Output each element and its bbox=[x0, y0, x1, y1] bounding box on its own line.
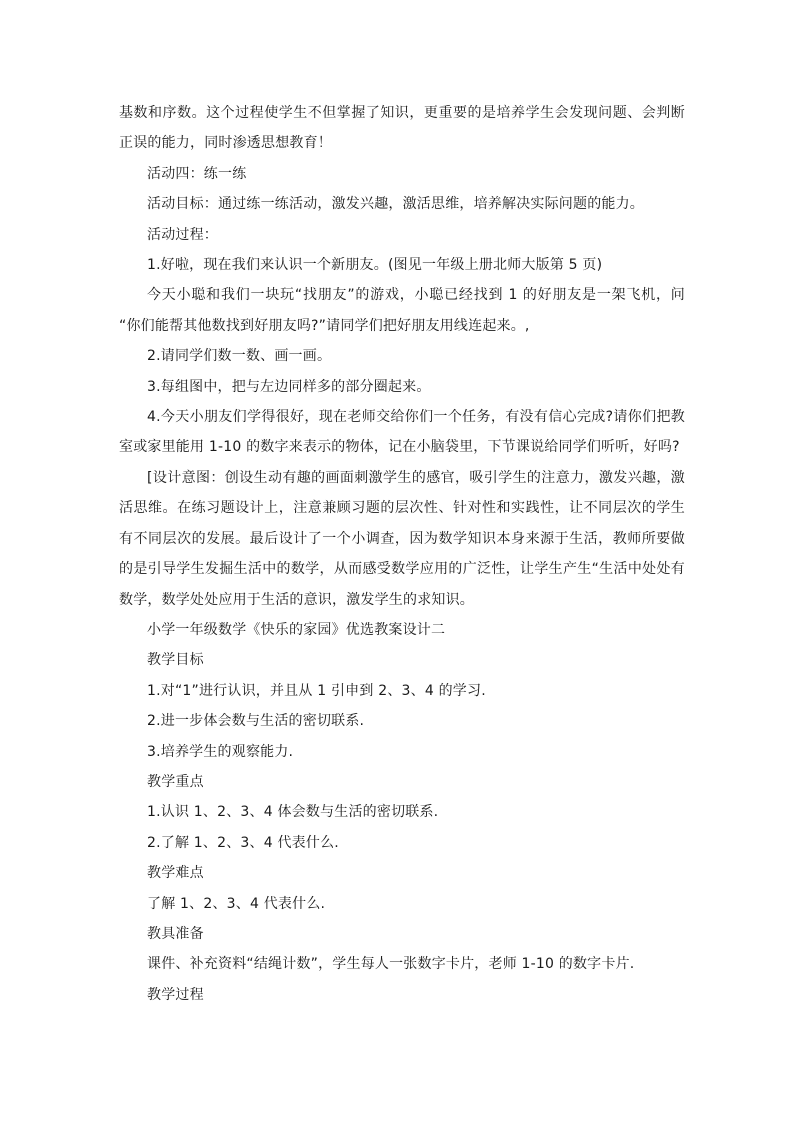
paragraph-10: [设计意图：创设生动有趣的画面刺激学生的感官，吸引学生的注意力，激发兴趣，激活思维。在练习题设计上，注意兼顾习题的层次性、针对性和实践性，让不同层次的学生有不同层次的发展。最后设计了一个小调查，因为数学知识本身来源于生活，教师所要做的是引导学生发掘生活中的数学，从而感受数学应用的广泛性，让学生产生“生活中处处有数学，数学处处应用于生活的意识，激发学生的求知识。 bbox=[119, 469, 685, 608]
paragraph-6: 今天小聪和我们一块玩“找朋友”的游戏，小聪已经找到 1 的好朋友是一架飞机，问 “你们能帮其他数找到好朋友吗?”请同学们把好朋友用线连起来。, bbox=[119, 287, 685, 334]
paragraph-14: 2.进一步体会数与生活的密切联系. bbox=[147, 713, 365, 730]
paragraph-18: 2.了解 1、2、3、4 代表什么. bbox=[147, 834, 339, 851]
paragraph-20: 了解 1、2、3、4 代表什么. bbox=[147, 895, 326, 912]
paragraph-1: 基数和序数。这个过程使学生不但掌握了知识，更重要的是培养学生会发现问题、会判断正误的能力，同时渗透思想教育！ bbox=[119, 105, 685, 152]
paragraph-12: 教学目标 bbox=[147, 652, 204, 669]
paragraph-4: 活动过程： bbox=[147, 226, 218, 243]
paragraph-5: 1.好啦，现在我们来认识一个新朋友。(图见一年级上册北师大版第 5 页) bbox=[147, 257, 603, 274]
document-body bbox=[119, 98, 685, 1010]
paragraph-8: 3.每组图中，把与左边同样多的部分圈起来。 bbox=[147, 378, 431, 395]
paragraph-21: 教具准备 bbox=[147, 925, 204, 942]
paragraph-3: 活动目标：通过练一练活动，激发兴趣，激活思维，培养解决实际问题的能力。 bbox=[147, 196, 644, 213]
paragraph-11: 小学一年级数学《快乐的家园》优选教案设计二 bbox=[147, 621, 446, 638]
paragraph-2: 活动四：练一练 bbox=[147, 165, 247, 182]
paragraph-16: 教学重点 bbox=[147, 773, 204, 790]
paragraph-13: 1.对“1”进行认识，并且从 1 引申到 2、3、4 的学习. bbox=[147, 682, 486, 699]
paragraph-23: 教学过程 bbox=[147, 986, 204, 1003]
paragraph-15: 3.培养学生的观察能力. bbox=[147, 743, 294, 760]
paragraph-19: 教学难点 bbox=[147, 865, 204, 882]
paragraph-9: 4.今天小朋友们学得很好，现在老师交给你们一个任务，有没有信心完成?请你们把教室或家里能用 1-10 的数字来表示的物体，记在小脑袋里，下节课说给同学们听听，好吗? bbox=[119, 409, 685, 456]
paragraph-17: 1.认识 1、2、3、4 体会数与生活的密切联系. bbox=[147, 804, 439, 821]
paragraph-7: 2.请同学们数一数、画一画。 bbox=[147, 348, 332, 365]
paragraph-22: 课件、补充资料“结绳计数”，学生每人一张数字卡片，老师 1-10 的数字卡片. bbox=[147, 956, 635, 973]
